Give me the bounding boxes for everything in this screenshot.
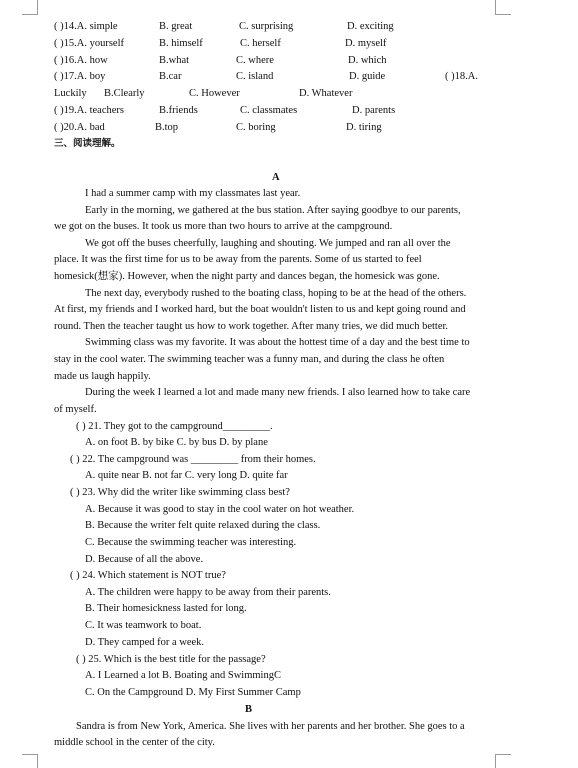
question-option: B. Their homesickness lasted for long. bbox=[85, 603, 247, 614]
option-c: C. herself bbox=[240, 38, 281, 49]
question-option: D. They camped for a week. bbox=[85, 637, 205, 648]
option-c: C. However bbox=[189, 88, 240, 99]
question-option: A. The children were happy to be away from their parents. bbox=[85, 587, 331, 598]
question-option: D. Because of all the above. bbox=[85, 554, 204, 565]
option-b: B.car bbox=[159, 71, 182, 82]
option-b: B.Clearly bbox=[104, 88, 145, 99]
paragraph-line: I had a summer camp with my classmates last year. bbox=[85, 188, 301, 199]
paragraph-line: Early in the morning, we gathered at the bus station. After saying goodbye to our parents, bbox=[85, 205, 461, 216]
crop-mark-top-left-v bbox=[37, 0, 38, 14]
paragraph-line: The next day, everybody rushed to the boating class, hoping to be at the head of the others. bbox=[85, 288, 467, 299]
question-stem: ( ) 22. The campground was _________ from their homes. bbox=[70, 454, 316, 465]
option-c: C. island bbox=[236, 71, 274, 82]
crop-mark-bottom-left-h bbox=[22, 754, 38, 755]
option-d: D. parents bbox=[352, 105, 396, 116]
option-number: ( )20.A. bad bbox=[54, 122, 105, 133]
option-b: B.what bbox=[159, 55, 190, 66]
option-number: ( )14.A. simple bbox=[54, 21, 118, 32]
paragraph-line: middle school in the center of the city. bbox=[54, 737, 215, 748]
paragraph-line: we got on the buses. It took us more than two hours to arrive at the campground. bbox=[54, 221, 393, 232]
question-option: A. I Learned a lot B. Boating and SwimmingC bbox=[85, 670, 281, 681]
question-option: A. Because it was good to stay in the cool water on hot weather. bbox=[85, 504, 355, 515]
question-option: A. on foot B. by bike C. by bus D. by plane bbox=[85, 437, 268, 448]
question-stem: ( ) 21. They got to the campground_________. bbox=[76, 421, 273, 432]
paragraph-line: At first, my friends and I worked hard, but the boat wouldn't listen to us and kept going round and bbox=[54, 304, 466, 315]
paragraph-line: made us laugh happily. bbox=[54, 371, 151, 382]
question-option: B. Because the writer felt quite relaxed during the class. bbox=[85, 520, 321, 531]
passage-a-letter: A bbox=[272, 172, 280, 183]
option-d: D. Whatever bbox=[299, 88, 353, 99]
option-number: ( )17.A. boy bbox=[54, 71, 106, 82]
option-b: B. great bbox=[159, 21, 193, 32]
section-heading: 三、阅读理解。 bbox=[54, 138, 121, 149]
paragraph-line: stay in the cool water. The swimming teacher was a funny man, and during the class he often bbox=[54, 354, 445, 365]
paragraph-line: We got off the buses cheerfully, laughing and shouting. We jumped and ran all over the bbox=[85, 238, 451, 249]
question-stem: ( ) 23. Why did the writer like swimming class best? bbox=[70, 487, 290, 498]
option-number: ( )18.A. bbox=[445, 71, 478, 82]
option-d: D. guide bbox=[349, 71, 386, 82]
question-option: C. It was teamwork to boat. bbox=[85, 620, 202, 631]
option-a: Luckily bbox=[54, 88, 87, 99]
option-number: ( )15.A. yourself bbox=[54, 38, 124, 49]
option-b: B.friends bbox=[159, 105, 198, 116]
crop-mark-top-right-h bbox=[495, 14, 511, 15]
option-d: D. exciting bbox=[347, 21, 394, 32]
option-c: C. boring bbox=[236, 122, 276, 133]
crop-mark-top-right-v bbox=[495, 0, 496, 14]
question-option: C. On the Campground D. My First Summer Camp bbox=[85, 687, 301, 698]
crop-mark-bottom-right-v bbox=[495, 754, 496, 768]
option-c: C. classmates bbox=[240, 105, 298, 116]
option-c: C. where bbox=[236, 55, 274, 66]
option-d: D. myself bbox=[345, 38, 387, 49]
option-b: B.top bbox=[155, 122, 179, 133]
option-number: ( )16.A. how bbox=[54, 55, 108, 66]
option-d: D. which bbox=[348, 55, 387, 66]
option-number: ( )19.A. teachers bbox=[54, 105, 124, 116]
option-c: C. surprising bbox=[239, 21, 294, 32]
paragraph-line: of myself. bbox=[54, 404, 97, 415]
question-stem: ( ) 25. Which is the best title for the passage? bbox=[76, 654, 266, 665]
paragraph-line: round. Then the teacher taught us how to work together. After many tries, we did much better. bbox=[54, 321, 449, 332]
paragraph-line: place. It was the first time for us to be away from the parents. Some of us started to feel bbox=[54, 254, 422, 265]
paragraph-line: Swimming class was my favorite. It was about the hottest time of a day and the best time to bbox=[85, 337, 470, 348]
paragraph-line: During the week I learned a lot and made many new friends. I also learned how to take care bbox=[85, 387, 471, 398]
crop-mark-bottom-left-v bbox=[37, 754, 38, 768]
paragraph-line: Sandra is from New York, America. She lives with her parents and her brother. She goes to a bbox=[76, 721, 465, 732]
crop-mark-bottom-right-h bbox=[495, 754, 511, 755]
option-b: B. himself bbox=[159, 38, 203, 49]
question-option: C. Because the swimming teacher was interesting. bbox=[85, 537, 297, 548]
question-option: A. quite near B. not far C. very long D. quite far bbox=[85, 470, 288, 481]
crop-mark-top-left-h bbox=[22, 14, 38, 15]
option-d: D. tiring bbox=[346, 122, 382, 133]
question-stem: ( ) 24. Which statement is NOT true? bbox=[70, 570, 226, 581]
paragraph-line: homesick(想家). However, when the night party and dances began, the homesick was gone. bbox=[54, 271, 440, 282]
passage-b-letter: B bbox=[245, 704, 253, 715]
